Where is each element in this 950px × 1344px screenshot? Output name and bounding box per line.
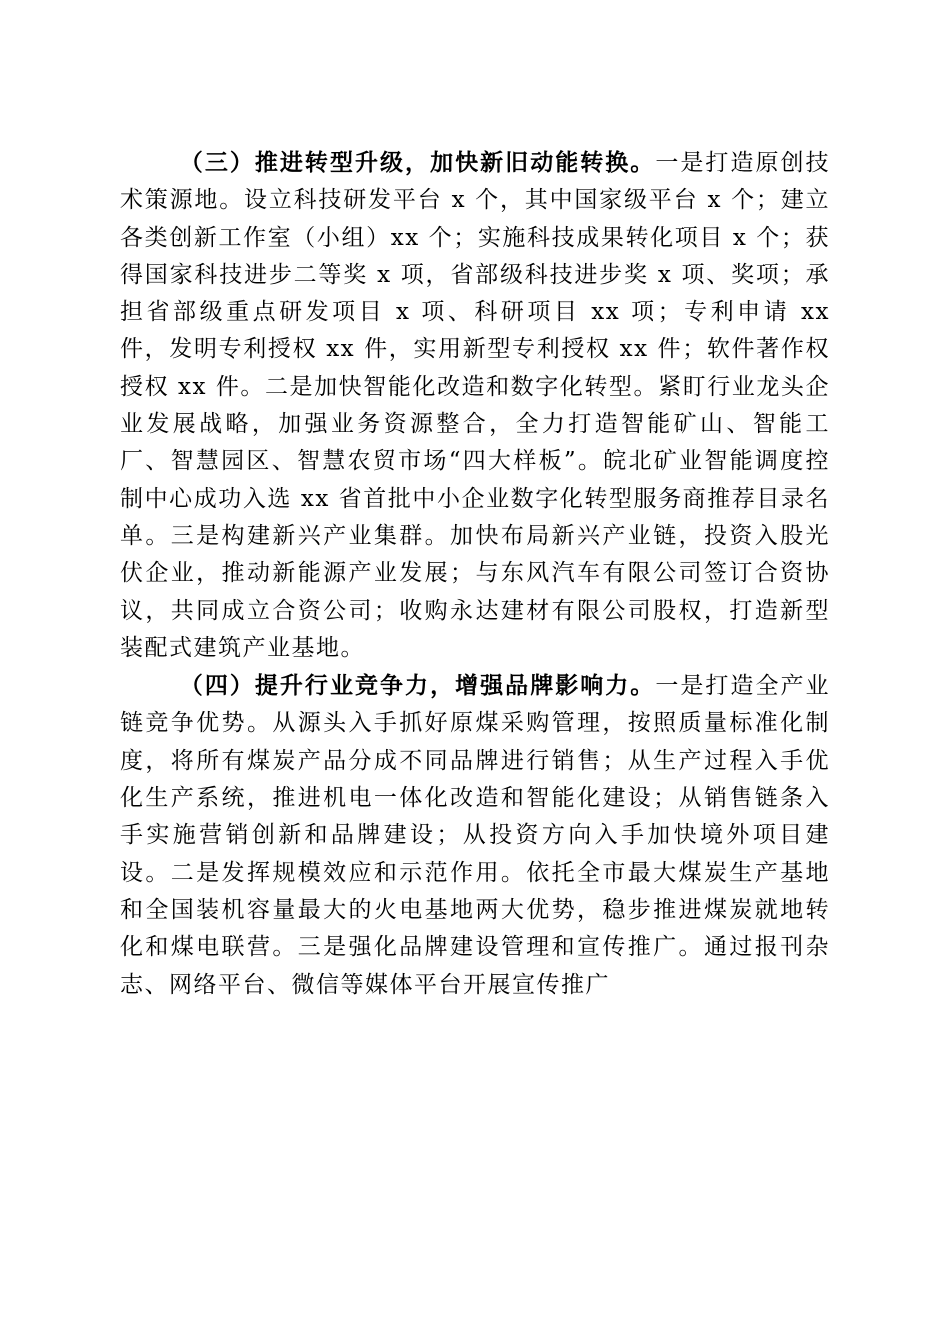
section-4-heading: （四）提升行业竞争力，增强品牌影响力。 — [179, 672, 656, 700]
section-4-body: 一是打造全产业链竞争优势。从源头入手抓好原煤采购管理，按照质量标准化制度，将所有煤炭产品分成不同品牌进行销售；从生产过程入手优化生产系统，推进机电一体化改造和智能化建设；从销售链条入手实施营销创新和品牌建设；从投资方向入手加快境外项目建设。二是发挥规模效应和示范作用。依托全市最大煤炭生产基地和全国装机容量最大的火电基地两大优势，稳步推进煤炭就地转化和煤电联营。三是强化品牌建设管理和宣传推广。通过报刊杂志、网络平台、微信等媒体平台开展宣传推广 — [120, 673, 831, 998]
section-3-heading: （三）推进转型升级，加快新旧动能转换。 — [179, 149, 656, 176]
paragraph-section-4 — [120, 667, 830, 1004]
section-3-body: 一是打造原创技术策源地。设立科技研发平台 x 个，其中国家级平台 x 个；建立各类创新工作室（小组）xx 个；实施科技成果转化项目 x 个；获得国家科技进步二等奖 x 项，省部级科技进步奖 x 项、奖项；承担省部级重点研发项目 x 项、科研项目 xx 项；专利申请 xx 件，发明专利授权 xx 件，实用新型专利授权 xx 件；软件著作权授权 xx 件。二是加快智能化改造和数字化转型。紧盯行业龙头企业发展战略，加强业务资源整合，全力打造智能矿山、智能工厂、智慧园区、智慧农贸市场“四大样板”。皖北矿业智能调度控制中心成功入选 xx 省首批中小企业数字化转型服务商推荐目录名单。三是构建新兴产业集群。加快布局新兴产业链，投资入股光伏企业，推动新能源产业发展；与东风汽车有限公司签订合资协议，共同成立合资公司；收购永达建材有限公司股权，打造新型装配式建筑产业基地。 — [120, 150, 831, 661]
document-page — [120, 144, 830, 1004]
paragraph-section-3 — [120, 144, 830, 667]
